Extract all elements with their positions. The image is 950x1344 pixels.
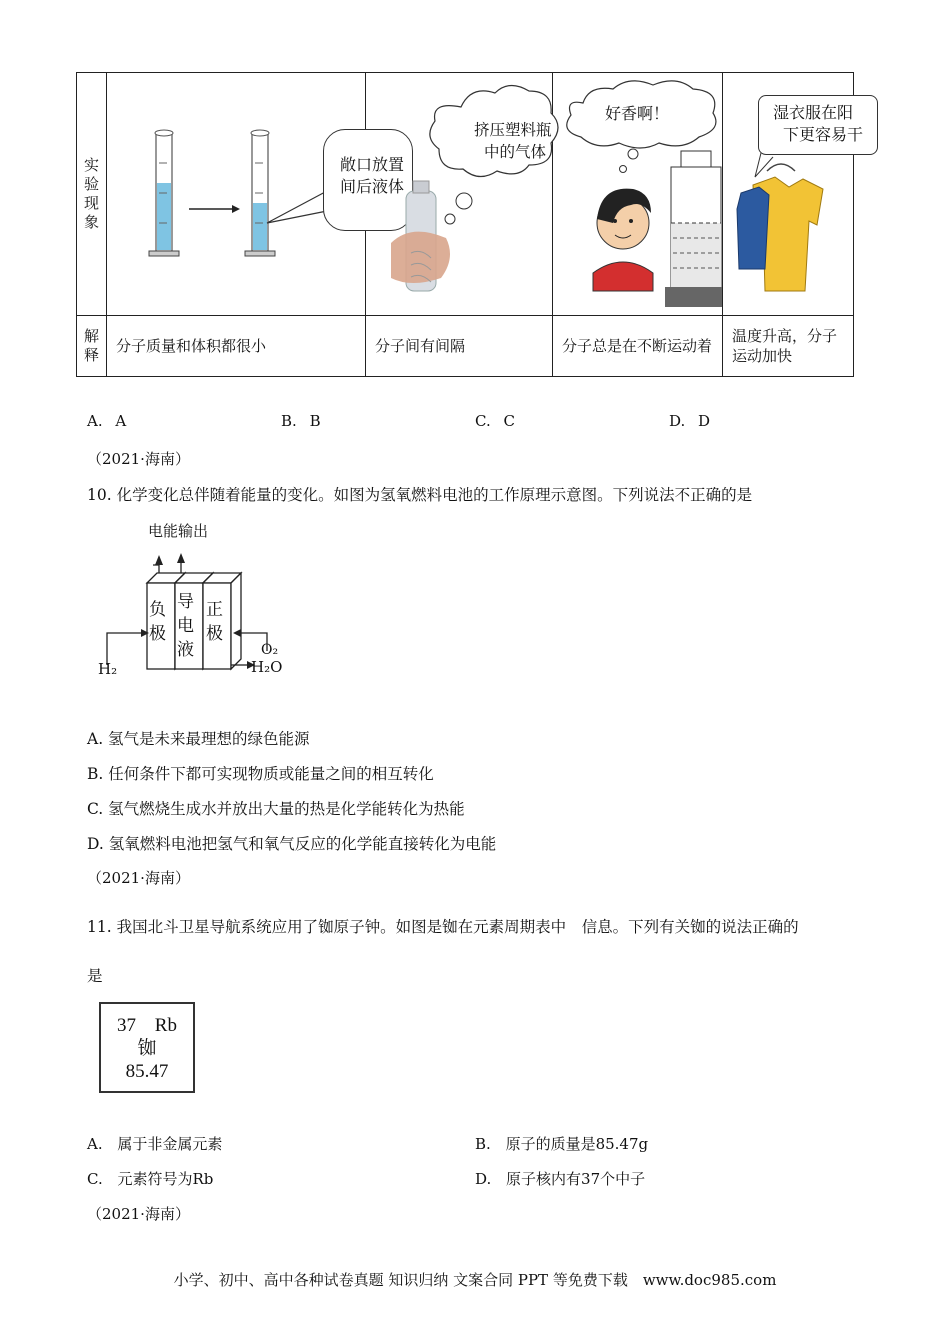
- q11-option-d[interactable]: [475, 1168, 645, 1189]
- cell-cylinders: [107, 73, 405, 316]
- option-text: C: [503, 412, 515, 430]
- option-text: B: [309, 412, 321, 430]
- atomic-mass: 85.47: [125, 1061, 169, 1082]
- experiment-table: [76, 72, 864, 377]
- source-label-q11: （2021·海南）: [87, 1205, 190, 1223]
- cell-bottle: [366, 73, 553, 316]
- diagram-h2-label: H₂: [98, 660, 118, 678]
- explanation-b: 分子间有间隔: [366, 316, 553, 377]
- source-label-q9: （2021·海南）: [87, 450, 190, 468]
- q11-stem-line-2: 是: [87, 967, 103, 985]
- explanation-a: 分子质量和体积都很小: [107, 316, 366, 377]
- diagram-output-label: 电能输出: [148, 522, 209, 540]
- cell-fragrance: [553, 73, 723, 316]
- cloud-line-2: 中的气体: [484, 143, 547, 161]
- row-header-char: 实: [83, 156, 99, 174]
- option-letter: D.: [669, 412, 686, 430]
- page-footer: 小学、初中、高中各种试卷真题 知识归纳 文案合同 PPT 等免费下载 www.doc985.com: [173, 1271, 777, 1289]
- elec-char-3: 液: [177, 640, 194, 660]
- atomic-number: 37: [117, 1015, 137, 1036]
- cloud-text-squeeze: [474, 119, 552, 163]
- cell-clothes: [723, 73, 864, 316]
- q9-option-c[interactable]: [475, 412, 515, 430]
- row-header-explanation-text: [77, 327, 106, 365]
- explanation-c: 分子总是在不断运动着: [553, 316, 723, 377]
- elec-char-1: 导: [177, 592, 194, 612]
- bubble-line-2: 下更容易干: [783, 125, 864, 144]
- explanation-d: 温度升高，分子运动加快: [723, 316, 854, 377]
- row-header-char: 释: [83, 346, 99, 364]
- q11-option-a[interactable]: [87, 1133, 222, 1154]
- option-text: 属于非金属元素: [117, 1135, 223, 1153]
- row-header-explanation: [77, 316, 107, 377]
- option-letter: B.: [281, 412, 297, 430]
- row-header-char: 解: [83, 327, 99, 345]
- q9-option-a[interactable]: [87, 412, 126, 430]
- q11-option-c[interactable]: [87, 1168, 213, 1189]
- option-letter: C.: [475, 412, 491, 430]
- row-header-char: 象: [83, 213, 99, 231]
- q10-stem: 10. 化学变化总伴随着能量的变化。如图为氢氧燃料电池的工作原理示意图。下列说法不正确的是: [87, 486, 753, 504]
- pos-char-1: 正: [206, 600, 223, 620]
- q11-option-b[interactable]: [475, 1133, 648, 1154]
- speech-bubble-drying: [758, 95, 878, 155]
- diagram-h2o-label: H₂O: [251, 658, 283, 676]
- diagram-positive-electrode: [206, 598, 222, 646]
- cloud-line-1: 挤压塑料瓶: [474, 121, 552, 139]
- diagram-o2-label: O₂: [261, 642, 279, 658]
- option-text: A: [115, 412, 127, 430]
- option-text: 原子核内有37个中子: [506, 1170, 646, 1188]
- row-header-phenomenon-text: [77, 156, 106, 232]
- option-letter: C.: [87, 1170, 103, 1188]
- q10-option-a[interactable]: A. 氢气是未来最理想的绿色能源: [87, 730, 310, 748]
- neg-char-1: 负: [149, 600, 166, 620]
- element-name: 铷: [137, 1038, 157, 1059]
- bubble-line-1: 湿衣服在阳: [773, 103, 854, 122]
- diagram-negative-electrode: [149, 598, 165, 646]
- neg-char-2: 极: [149, 624, 166, 644]
- option-text: 原子的质量是85.47g: [505, 1135, 649, 1153]
- q10-option-b[interactable]: B. 任何条件下都可实现物质或能量之间的相互转化: [87, 765, 434, 783]
- diagram-electrolyte: [177, 590, 193, 662]
- pos-char-2: 极: [206, 624, 223, 644]
- row-header-char: 现: [83, 194, 99, 212]
- source-label-q10: （2021·海南）: [87, 869, 190, 887]
- elec-char-2: 电: [177, 616, 194, 636]
- element-number-symbol: [101, 1014, 193, 1037]
- q9-option-b[interactable]: [281, 412, 321, 430]
- element-card-rubidium: [99, 1002, 195, 1093]
- q11-stem-line-1: 11. 我国北斗卫星导航系统应用了铷原子钟。如图是铷在元素周期表中 信息。下列有关铷的说法正确的: [87, 918, 799, 936]
- element-symbol: Rb: [154, 1015, 177, 1036]
- row-header-char: 验: [83, 175, 99, 193]
- row-header-phenomenon: [77, 73, 107, 316]
- cloud-text-fragrance: [605, 103, 669, 125]
- squeezed-bottle-image: [366, 73, 552, 311]
- option-letter: A.: [87, 412, 103, 430]
- option-letter: D.: [475, 1170, 492, 1188]
- q10-option-d[interactable]: D. 氢氧燃料电池把氢气和氧气反应的化学能直接转化为电能: [87, 835, 497, 853]
- cloud-text: 好香啊！: [605, 104, 670, 123]
- q9-option-d[interactable]: [669, 412, 710, 430]
- bubble-line-1: 敞口放置: [340, 155, 405, 174]
- option-text: 元素符号为Rb: [117, 1170, 214, 1188]
- option-letter: A.: [87, 1135, 103, 1153]
- q10-option-c[interactable]: C. 氢气燃烧生成水并放出大量的热是化学能转化为热能: [87, 800, 465, 818]
- option-letter: B.: [475, 1135, 491, 1153]
- bubble-line-2: 间后液体: [340, 177, 405, 196]
- option-text: D: [698, 412, 711, 430]
